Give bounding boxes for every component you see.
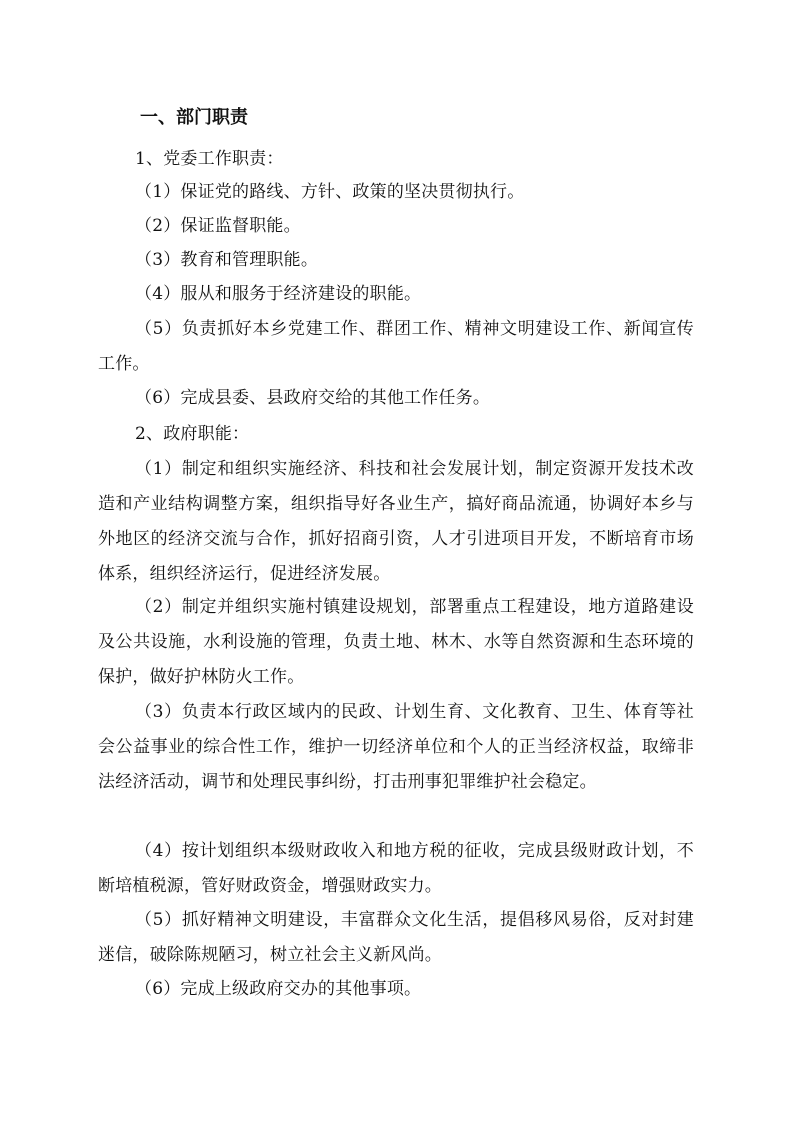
party-item-4: （4）服从和服务于经济建设的职能。: [135, 284, 422, 304]
party-item-6: （6）完成县委、县政府交给的其他工作任务。: [135, 388, 491, 408]
government-item-3: （3）负责本行政区域内的民政、计划生育、文化教育、卫生、体育等社会公益事业的综合性工作，维护一切经济单位和个人的正当经济权益，取缔非法经济活动，调节和处理民事纠纷，打击刑事犯罪维护社会稳定。: [98, 702, 694, 792]
party-duties-heading: 1、党委工作职责：: [135, 149, 284, 169]
party-item-5: （5）负责抓好本乡党建工作、群团工作、精神文明建设工作、新闻宣传工作。: [98, 319, 694, 374]
government-item-5: （5）抓好精神文明建设，丰富群众文化生活，提倡移风易俗，反对封建迷信，破除陈规陋习，树立社会主义新风尚。: [98, 910, 694, 965]
section-title: 一、部门职责: [140, 107, 248, 128]
party-item-2: （2）保证监督职能。: [135, 216, 301, 236]
government-item-1: （1）制定和组织实施经济、科技和社会发展计划，制定资源开发技术改造和产业结构调整方案，组织指导好各业生产，搞好商品流通，协调好本乡与外地区的经济交流与合作，抓好招商引资，人才引进项目开发，不断培育市场体系，组织经济运行，促进经济发展。: [98, 459, 694, 584]
party-item-1: （1）保证党的路线、方针、政策的坚决贯彻执行。: [135, 182, 525, 202]
government-item-2: （2）制定并组织实施村镇建设规划，部署重点工程建设，地方道路建设及公共设施，水利设施的管理，负责土地、林木、水等自然资源和生态环境的保护，做好护林防火工作。: [98, 597, 694, 687]
government-item-4: （4）按计划组织本级财政收入和地方税的征收，完成县级财政计划，不断培植税源，管好财政资金，增强财政实力。: [98, 841, 694, 896]
party-item-3: （3）教育和管理职能。: [135, 250, 319, 270]
government-duties-heading: 2、政府职能：: [135, 424, 250, 444]
government-item-6: （6）完成上级政府交办的其他事项。: [135, 979, 422, 999]
